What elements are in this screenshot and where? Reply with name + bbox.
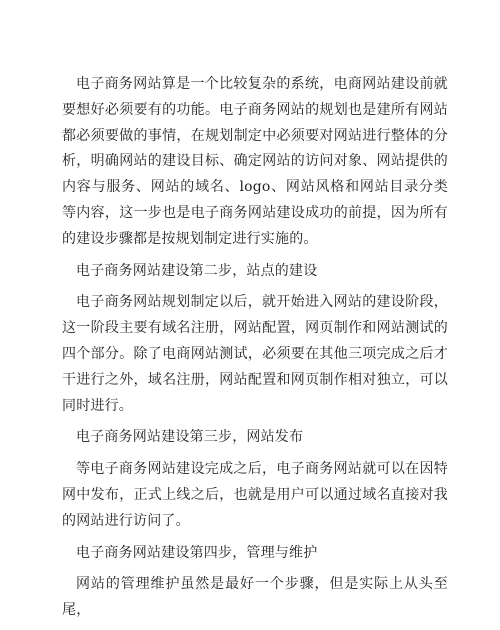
document-body [62, 72, 448, 630]
intro-paragraph: 电子商务网站算是一个比较复杂的系统，电商网站建设前就要想好必须要有的功能。电子商务网站的规划也是建所有网站都必须要做的事情，在规划制定中必须要对网站进行整体的分析，明确网站的建设目标、确定网站的访问对象、网站提供的内容与服务、网站的域名、logo、网站风格和网站目录分类等内容，这一步也是电子商务网站建设成功的前提，因为所有的建设步骤都是按规划制定进行实施的。 [62, 76, 448, 247]
step-two-heading: 电子商务网站建设第二步，站点的建设 [76, 262, 318, 279]
step-four-heading: 电子商务网站建设第四步，管理与维护 [76, 544, 318, 561]
step-three-paragraph: 等电子商务网站建设完成之后，电子商务网站就可以在因特网中发布，正式上线之后，也就是用户可以通过域名直接对我的网站进行访问了。 [62, 461, 448, 529]
step-three-heading: 电子商务网站建设第三步，网站发布 [76, 429, 304, 446]
step-four-paragraph: 网站的管理维护虽然是最好一个步骤，但是实际上从头至尾， [62, 576, 448, 619]
step-two-paragraph: 电子商务网站规划制定以后，就开始进入网站的建设阶段，这一阶段主要有域名注册，网站配置，网页制作和网站测试的四个部分。除了电商网站测试，必须要在其他三项完成之后才干进行之外，域名注册，网站配置和网页制作相对独立，可以同时进行。 [62, 294, 448, 414]
